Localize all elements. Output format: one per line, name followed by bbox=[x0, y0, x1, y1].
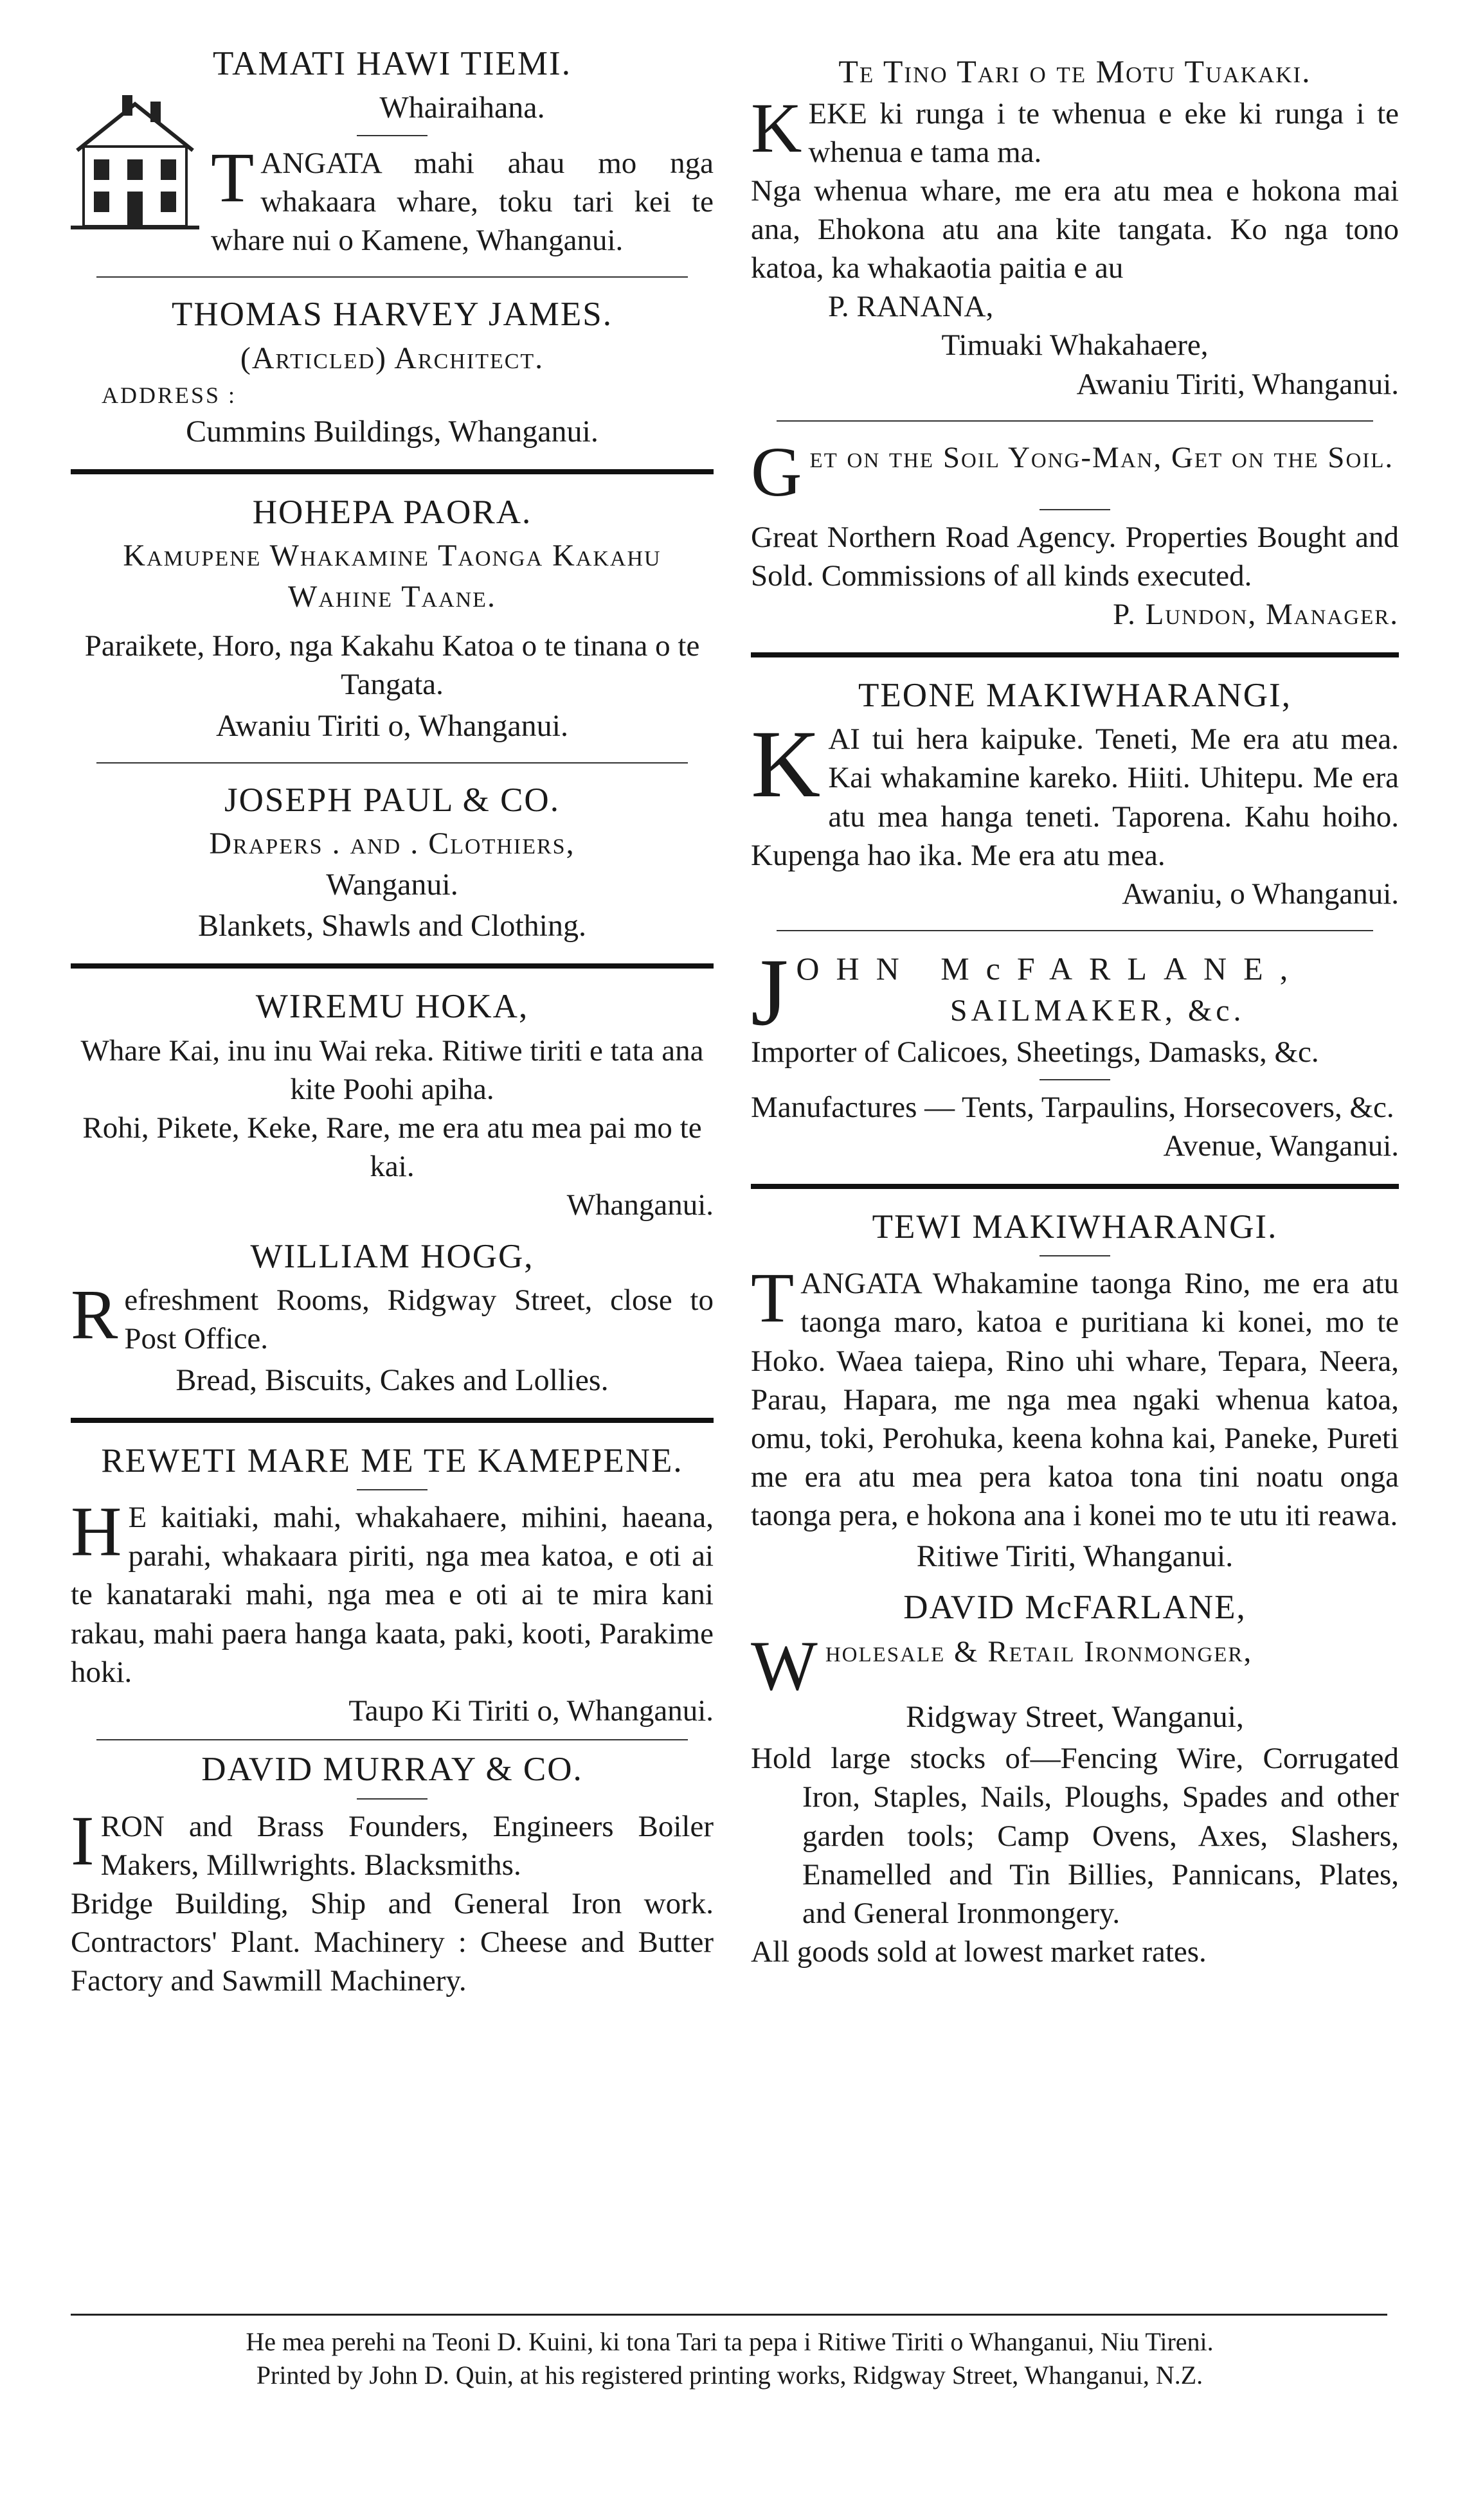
ad-subtitle: Wahine Taane. bbox=[288, 580, 496, 614]
ad-body: Manufactures — Tents, Tarpaulins, Horsecovers, &c. bbox=[751, 1091, 1394, 1125]
ad-role: Timuaki Whakahaere, bbox=[941, 328, 1209, 362]
ad-body: ANGATA Whakamine taonga Rino, me era atu taonga maro, katoa e puritiana ki konei, mo te Hoko. Waea taiepa, Rino uhi whare, Tepara, Neera, Parau, Hapara, me nga mea ngaki whenua katoa, omu, toki, Perohuka, keena kohna kai, Paneke, Pureti me era atu mea pera katoa tona tini noatu onga taonga pera, e hokona ana i konei mo te utu iti reawa. bbox=[751, 1267, 1399, 1533]
drop-cap: W bbox=[751, 1626, 819, 1705]
ad-body: RON and Brass Founders, Engineers Boiler Makers, Millwrights. Blacksmiths. bbox=[100, 1809, 714, 1882]
ad-name: TEONE MAKIWHARANGI, bbox=[858, 676, 1292, 714]
ad-name: DAVID McFARLANE, bbox=[903, 1589, 1246, 1627]
ad-joseph bbox=[71, 780, 714, 946]
ad-person: P. RANANA, bbox=[828, 290, 994, 324]
ad-name: Te Tino Tari o te Motu Tuakaki. bbox=[838, 53, 1311, 89]
ad-hohepa bbox=[71, 492, 714, 746]
drop-cap: T bbox=[211, 138, 255, 217]
ad-headline: et on the Soil Yong-Man, Get on the Soil. bbox=[809, 440, 1394, 474]
ad-david-murray bbox=[71, 1749, 714, 2000]
ad-te-tino bbox=[751, 51, 1399, 404]
ad-body: Paraikete, Horo, nga Kakahu Katoa o te tinana o te Tangata. bbox=[84, 629, 700, 702]
house-icon bbox=[71, 89, 199, 237]
ad-body: ANGATA mahi ahau mo nga whakaara whare, toku tari kei te whare nui o Kamene, Whanganui. bbox=[211, 146, 714, 257]
divider bbox=[1040, 1079, 1110, 1080]
ad-name: TAMATI HAWI TIEMI. bbox=[213, 45, 572, 82]
drop-cap: R bbox=[71, 1275, 118, 1354]
drop-cap: H bbox=[71, 1492, 122, 1571]
ad-name: TEWI MAKIWHARANGI. bbox=[872, 1208, 1278, 1246]
ad-name: DAVID MURRAY & CO. bbox=[201, 1751, 583, 1789]
ad-name: WIREMU HOKA, bbox=[255, 988, 529, 1026]
ad-teone bbox=[751, 675, 1399, 913]
ad-name: JOSEPH PAUL & CO. bbox=[224, 781, 560, 819]
right-column bbox=[751, 32, 1399, 1971]
ad-body: Whare Kai, inu inu Wai reka. Ritiwe tiriti e tata ana kite Poohi apiha. bbox=[80, 1033, 704, 1106]
ad-subtitle: Drapers . and . Clothiers, bbox=[209, 827, 575, 861]
ad-subtitle: Wanganui. bbox=[326, 868, 458, 902]
ad-body: Great Northern Road Agency. Properties Bought and Sold. Commissions of all kinds executed. bbox=[751, 521, 1399, 593]
ad-location: Awaniu Tiriti, Whanganui. bbox=[1076, 367, 1399, 401]
ad-title: Whairaihana. bbox=[379, 90, 545, 125]
ad-thomas bbox=[71, 294, 714, 451]
divider bbox=[777, 420, 1372, 422]
drop-cap: J bbox=[751, 938, 789, 1046]
divider bbox=[96, 1739, 688, 1740]
ad-tewi bbox=[751, 1207, 1399, 1577]
ad-location: Taupo Ki Tiriti o, Whanganui. bbox=[348, 1693, 714, 1728]
ad-wiremu bbox=[71, 987, 714, 1224]
ad-body: All goods sold at lowest market rates. bbox=[751, 1935, 1207, 1969]
ad-body: Importer of Calicoes, Sheetings, Damasks, &c. bbox=[751, 1035, 1319, 1069]
ad-body: AI tui hera kaipuke. Teneti, Me era atu mea. Kai whakamine kareko. Hiiti. Uhitepu. Me era atu mea hanga teneti. Taporena. Kahu hoiho. Kupenga hao ika. Me era atu mea. bbox=[751, 722, 1399, 872]
ad-headline: holesale & Retail Ironmonger, bbox=[825, 1634, 1253, 1668]
drop-cap: G bbox=[751, 432, 804, 511]
ad-tamati bbox=[71, 44, 714, 260]
drop-cap: T bbox=[751, 1258, 795, 1337]
ad-get-on-soil bbox=[751, 432, 1399, 634]
ad-location: Awaniu, o Whanganui. bbox=[1122, 877, 1399, 911]
divider bbox=[1040, 1255, 1110, 1256]
ad-body: Blankets, Shawls and Clothing. bbox=[198, 909, 586, 943]
section-rule bbox=[71, 469, 714, 474]
ad-subtitle: Kamupene Whakamine Taonga Kakahu bbox=[123, 539, 662, 573]
ad-name: THOMAS HARVEY JAMES. bbox=[171, 296, 613, 334]
divider bbox=[357, 1489, 428, 1490]
footer-rule bbox=[71, 2314, 1387, 2316]
ad-body: Rohi, Pikete, Keke, Rare, me era atu mea pai mo te kai. bbox=[82, 1111, 702, 1184]
ad-reweti bbox=[71, 1441, 714, 1731]
section-rule bbox=[751, 652, 1399, 657]
imprint-footer bbox=[90, 2325, 1369, 2392]
ad-william bbox=[71, 1237, 714, 1400]
divider bbox=[777, 930, 1372, 931]
ad-david-mcfarlane bbox=[751, 1587, 1399, 1971]
divider bbox=[357, 1798, 428, 1800]
section-rule bbox=[71, 1418, 714, 1423]
ad-name: WILLIAM HOGG, bbox=[250, 1237, 534, 1275]
ad-signature: P. Lundon, Manager. bbox=[1113, 598, 1399, 632]
ad-body: Hold large stocks of—Fencing Wire, Corrugated Iron, Staples, Nails, Ploughs, Spades and other garden tools; Camp Ovens, Axes, Slashers, Enamelled and Tin Billies, Pannicans, Plates, and General Ironmongery. bbox=[751, 1742, 1399, 1930]
ad-location: Awaniu Tiriti o, Whanganui. bbox=[215, 708, 569, 743]
left-column bbox=[71, 32, 714, 2000]
ad-body: Bread, Biscuits, Cakes and Lollies. bbox=[176, 1363, 609, 1397]
divider bbox=[96, 276, 688, 278]
ad-john bbox=[751, 938, 1399, 1166]
section-rule bbox=[751, 1184, 1399, 1189]
section-rule bbox=[71, 963, 714, 969]
ad-body: EKE ki runga i te whenua e eke ki runga i te whenua e tama ma. bbox=[808, 96, 1399, 169]
ad-name: HOHEPA PAORA. bbox=[252, 493, 532, 531]
ad-location: Avenue, Wanganui. bbox=[1163, 1129, 1399, 1163]
ad-title: (Articled) Architect. bbox=[240, 341, 544, 375]
ad-body: efreshment Rooms, Ridgway Street, close to Post Office. bbox=[124, 1283, 714, 1356]
ad-body: Nga whenua whare, me era atu mea e hokona mai ana, Ehokona atu ana kite tangata. Ko nga tono katoa, ka whakaotia paitia e au bbox=[751, 174, 1399, 285]
ad-subtitle: SAILMAKER, &c. bbox=[950, 994, 1245, 1028]
ad-name: OHN McFARLANE, bbox=[796, 950, 1305, 987]
divider bbox=[357, 135, 428, 136]
imprint-maori: He mea perehi na Teoni D. Kuini, ki tona Tari ta pepa i Ritiwe Tiriti o Whanganui, Niu Tireni. bbox=[246, 2327, 1214, 2356]
ad-address: Ridgway Street, Wanganui, bbox=[906, 1700, 1244, 1735]
ad-location: Ritiwe Tiriti, Whanganui. bbox=[916, 1539, 1234, 1574]
ad-name: REWETI MARE ME TE KAMEPENE. bbox=[101, 1442, 683, 1479]
address-label: ADDRESS : bbox=[102, 382, 237, 408]
drop-cap: I bbox=[71, 1801, 94, 1880]
ad-body: Bridge Building, Ship and General Iron work. Contractors' Plant. Machinery : Cheese and Butter Factory and Sawmill Machinery. bbox=[71, 1886, 714, 1998]
ad-address: Cummins Buildings, Whanganui. bbox=[186, 414, 598, 449]
divider bbox=[96, 762, 688, 764]
ad-location: Whanganui. bbox=[566, 1188, 714, 1222]
imprint-english: Printed by John D. Quin, at his registered printing works, Ridgway Street, Whanganui, N.Z. bbox=[256, 2361, 1203, 2390]
divider bbox=[1040, 509, 1110, 510]
ad-body: E kaitiaki, mahi, whakahaere, mihini, haeana, parahi, whakaara piriti, nga mea katoa, e oti ai te kanataraki mahi, nga mea e oti ai te mira kani rakau, mahi paera hanga kaata, paki, kooti, Parakime hoki. bbox=[71, 1501, 714, 1689]
drop-cap: K bbox=[751, 88, 802, 167]
drop-cap: K bbox=[751, 711, 821, 818]
